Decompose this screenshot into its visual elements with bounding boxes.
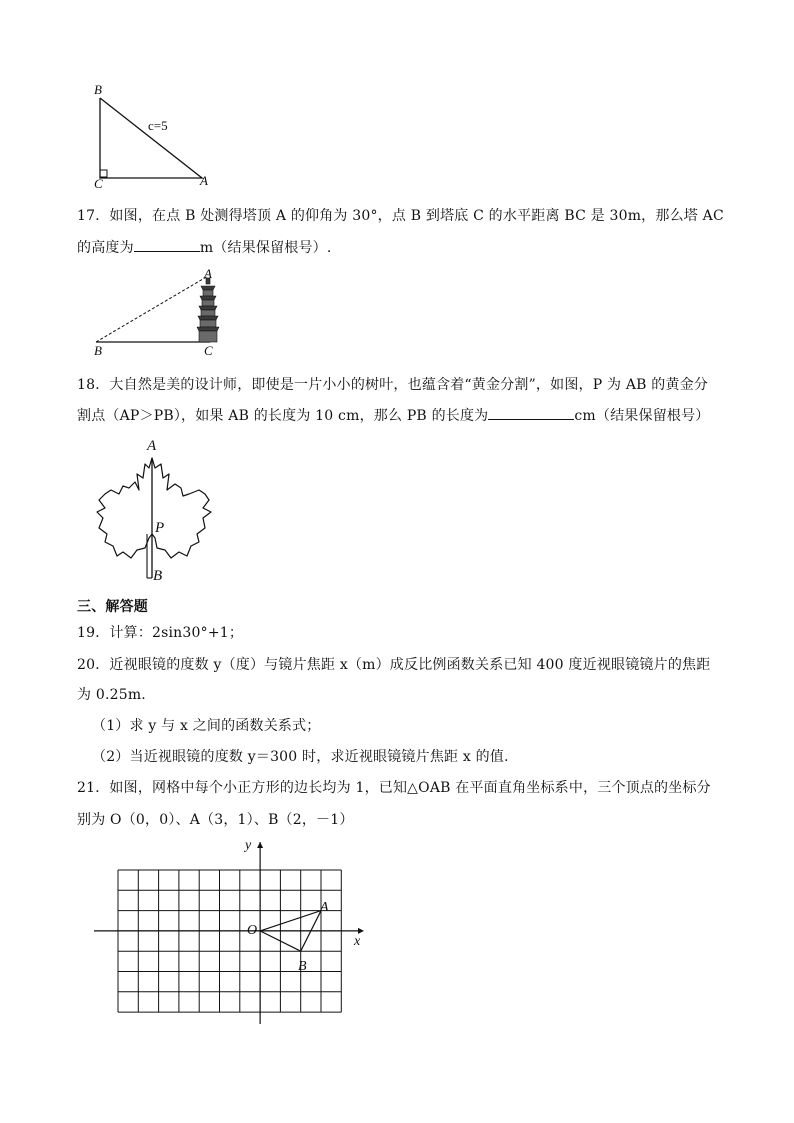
q17-line2-post: m（结果保留根号）. <box>199 240 332 256</box>
axis-label-y: y <box>245 838 252 853</box>
label-b: B <box>94 82 102 97</box>
q21-line2: 别为 O（0，0）、A（3，1）、B（2，－1） <box>77 812 354 828</box>
axis-label-x: x <box>354 934 361 949</box>
label-c: C <box>94 176 103 191</box>
point-label-b: B <box>298 959 307 974</box>
q17-line2 <box>77 237 332 258</box>
x-axis-arrow <box>358 928 364 934</box>
section-title: 三、解答题 <box>77 599 148 615</box>
leaf-label-a: A <box>147 438 157 454</box>
pagoda-icon <box>197 278 219 342</box>
grid-svg <box>90 838 380 1028</box>
q20-line2: 为 0.25m. <box>77 687 146 703</box>
pagoda-svg <box>88 266 238 358</box>
side-label: c=5 <box>148 118 168 133</box>
figure-maple-leaf <box>95 438 220 588</box>
leaf-label-p: P <box>155 520 165 536</box>
q18-line2 <box>77 405 710 426</box>
leaf-label-b: B <box>153 568 163 584</box>
leaf-outline <box>97 458 211 558</box>
point-label-o: O <box>247 923 258 938</box>
pagoda-label-c: C <box>204 343 213 358</box>
q17-answer-blank <box>134 237 200 252</box>
q18-line2-pre: 割点（AP＞PB），如果 AB 的长度为 10 cm，那么 PB 的长度为 <box>77 408 489 424</box>
label-a: A <box>200 173 208 188</box>
q18-answer-blank <box>488 405 574 420</box>
q18-line2-post: cm（结果保留根号） <box>574 408 710 424</box>
q20-line1: 20．近视眼镜的度数 y（度）与镜片焦距 x（m）成反比例函数关系已知 400 度近视眼镜镜片的焦距 <box>77 657 711 673</box>
y-axis-arrow <box>257 842 263 848</box>
q19-text: 19．计算：2sin30°+1； <box>77 625 244 641</box>
q20-sub2: （2）当近视眼镜的度数 y＝300 时，求近视眼镜镜片焦距 x 的值. <box>92 749 509 765</box>
q20-sub1: （1）求 y 与 x 之间的函数关系式； <box>92 718 321 734</box>
q17-line1: 17．如图，在点 B 处测得塔顶 A 的仰角为 30°，点 B 到塔底 C 的水平距离 BC 是 30m，那么塔 AC <box>77 208 724 224</box>
leaf-svg <box>95 438 220 588</box>
figure-coordinate-grid <box>90 838 380 1028</box>
figure-right-triangle <box>80 80 220 195</box>
q21-line1: 21．如图，网格中每个小正方形的边长均为 1，已知△OAB 在平面直角坐标系中，三个顶点的坐标分 <box>77 780 711 796</box>
q18-line1: 18．大自然是美的设计师，即使是一片小小的树叶，也蕴含着“黄金分割”，如图，P 为 AB 的黄金分 <box>77 377 709 393</box>
pagoda-label-b: B <box>94 343 102 358</box>
point-label-a: A <box>320 900 329 915</box>
figure-pagoda <box>88 266 238 358</box>
pagoda-label-a: A <box>204 266 212 281</box>
q17-line2-pre: 的高度为 <box>77 240 134 256</box>
